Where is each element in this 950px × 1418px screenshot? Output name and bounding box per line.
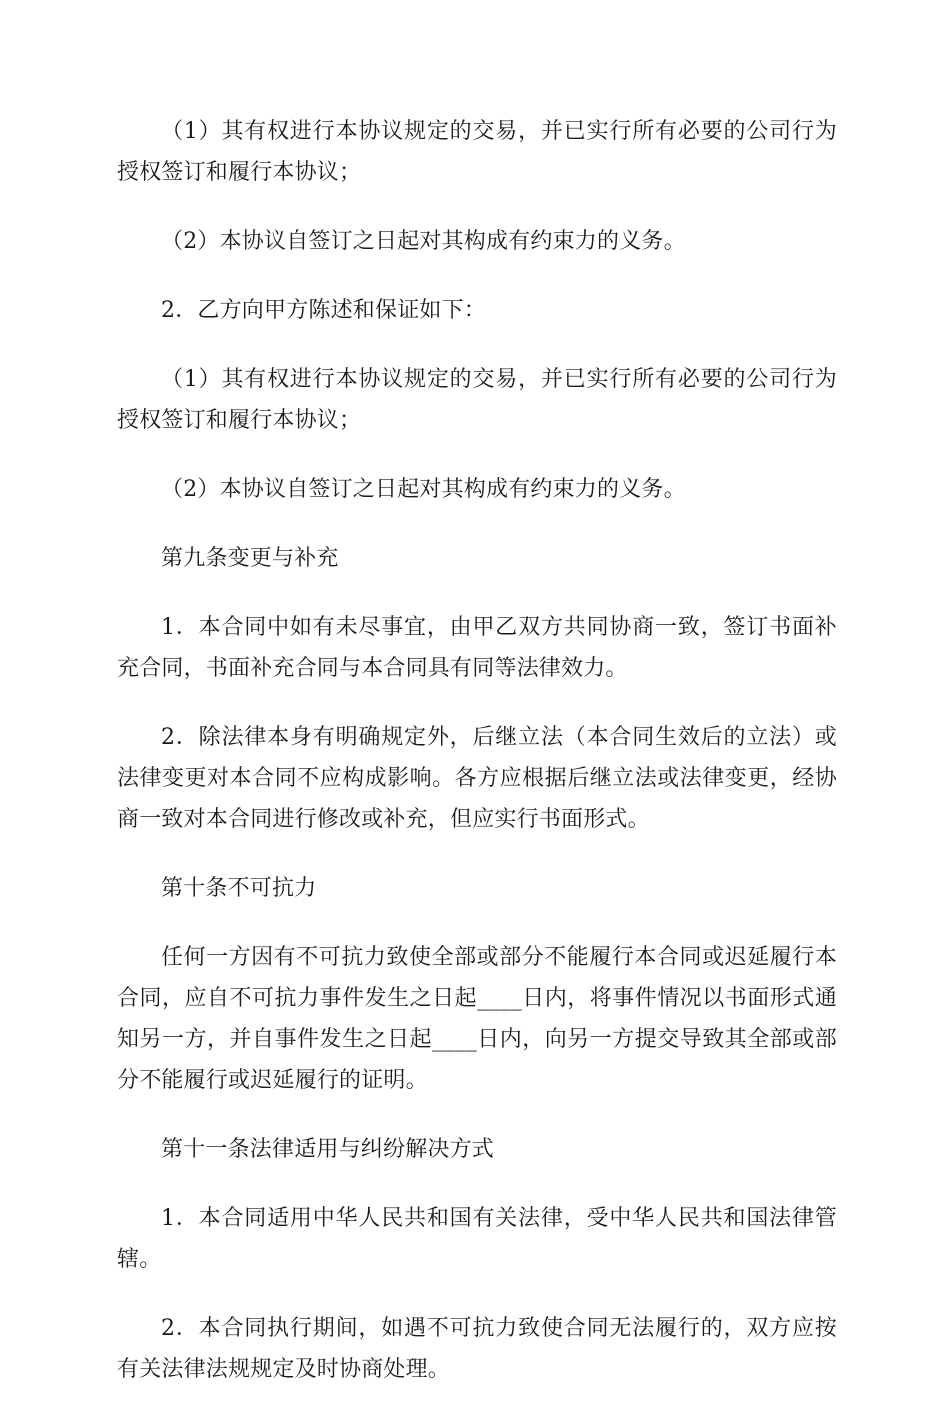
paragraph: 2．乙方向甲方陈述和保证如下： bbox=[161, 298, 486, 323]
paragraph: 1．本合同适用中华人民共和国有关法律，受中华人民共和国法律管辖。 bbox=[117, 1206, 837, 1272]
section-heading: 第十条不可抗力 bbox=[161, 876, 317, 901]
section-heading: 第十一条法律适用与纠纷解决方式 bbox=[161, 1137, 495, 1162]
paragraph: （1）其有权进行本协议规定的交易，并已实行所有必要的公司行为授权签订和履行本协议； bbox=[117, 119, 837, 185]
paragraph: （2）本协议自签订之日起对其构成有约束力的义务。 bbox=[161, 477, 686, 502]
paragraph: 1．本合同中如有未尽事宜，由甲乙双方共同协商一致，签订书面补充合同，书面补充合同与本合同具有同等法律效力。 bbox=[117, 615, 837, 681]
paragraph: 2．本合同执行期间，如遇不可抗力致使合同无法履行的，双方应按有关法律法规规定及时协商处理。 bbox=[117, 1316, 837, 1382]
paragraph: 2．除法律本身有明确规定外，后继立法（本合同生效后的立法）或法律变更对本合同不应构成影响。各方应根据后继立法或法律变更，经协商一致对本合同进行修改或补充，但应实行书面形式。 bbox=[117, 725, 837, 832]
paragraph: 任何一方因有不可抗力致使全部或部分不能履行本合同或迟延履行本合同，应自不可抗力事件发生之日起____日内，将事件情况以书面形式通知另一方，并自事件发生之日起____日内，向另一方提交导致其全部或部分不能履行或迟延履行的证明。 bbox=[117, 945, 837, 1093]
paragraph: （2）本协议自签订之日起对其构成有约束力的义务。 bbox=[161, 229, 686, 254]
section-heading: 第九条变更与补充 bbox=[161, 546, 339, 571]
paragraph: （1）其有权进行本协议规定的交易，并已实行所有必要的公司行为授权签订和履行本协议； bbox=[117, 367, 837, 433]
document-body bbox=[117, 111, 837, 1418]
